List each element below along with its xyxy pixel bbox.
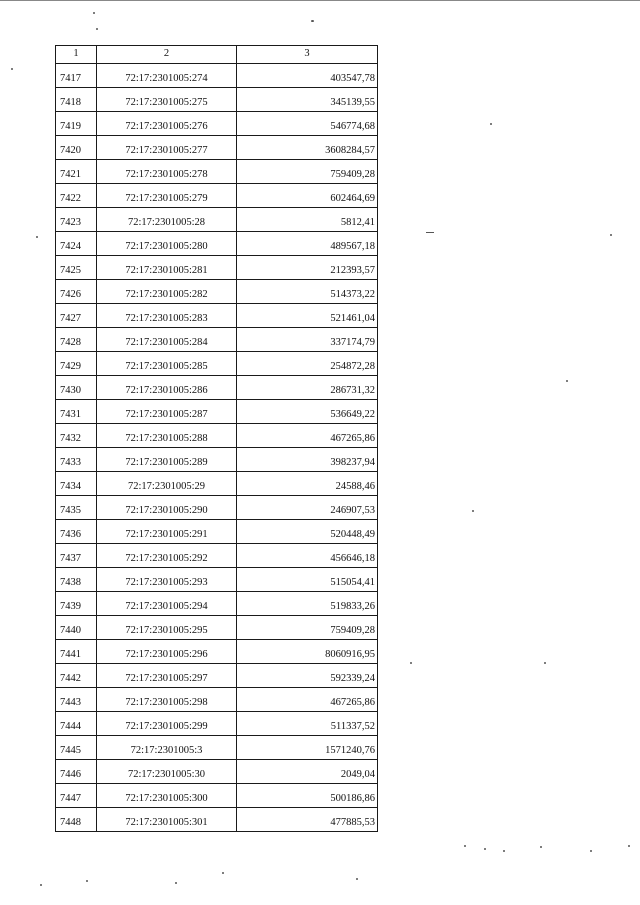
scan-speck: [610, 234, 612, 236]
row-number-cell: 7447: [56, 784, 97, 808]
row-number-cell: 7440: [56, 616, 97, 640]
cadastral-value-cell: 467265,86: [237, 688, 378, 712]
table-row: [56, 640, 378, 664]
scan-speck: [311, 20, 314, 22]
scan-speck: [36, 236, 38, 238]
cadastral-number-cell: 72:17:2301005:293: [97, 568, 237, 592]
row-number-cell: 7426: [56, 280, 97, 304]
table-row: [56, 376, 378, 400]
table-row: [56, 160, 378, 184]
cadastral-number-cell: 72:17:2301005:283: [97, 304, 237, 328]
cadastral-number-cell: 72:17:2301005:290: [97, 496, 237, 520]
row-number-cell: 7433: [56, 448, 97, 472]
row-number-cell: 7425: [56, 256, 97, 280]
table-row: [56, 64, 378, 88]
cadastral-number-cell: 72:17:2301005:3: [97, 736, 237, 760]
row-number-cell: 7436: [56, 520, 97, 544]
cadastral-value-cell: 345139,55: [237, 88, 378, 112]
cadastral-number-cell: 72:17:2301005:276: [97, 112, 237, 136]
row-number-cell: 7428: [56, 328, 97, 352]
cadastral-value-cell: 456646,18: [237, 544, 378, 568]
cadastral-value-cell: 602464,69: [237, 184, 378, 208]
table-row: [56, 736, 378, 760]
cadastral-value-cell: 500186,86: [237, 784, 378, 808]
cadastral-number-cell: 72:17:2301005:297: [97, 664, 237, 688]
scan-speck: [590, 850, 592, 852]
row-number-cell: 7430: [56, 376, 97, 400]
scan-speck: [464, 845, 466, 847]
scan-speck: [628, 845, 630, 847]
cadastral-value-cell: 759409,28: [237, 616, 378, 640]
cadastral-value-cell: 246907,53: [237, 496, 378, 520]
table-row: [56, 112, 378, 136]
scan-speck: [86, 880, 88, 882]
cadastral-value-cell: 489567,18: [237, 232, 378, 256]
row-number-cell: 7439: [56, 592, 97, 616]
cadastral-value-cell: 5812,41: [237, 208, 378, 232]
cadastral-value-cell: 511337,52: [237, 712, 378, 736]
scan-speck: [175, 882, 177, 884]
table-row: [56, 328, 378, 352]
scan-speck: [222, 872, 224, 874]
table-row: [56, 448, 378, 472]
table-row: [56, 544, 378, 568]
row-number-cell: 7421: [56, 160, 97, 184]
row-number-cell: 7434: [56, 472, 97, 496]
row-number-cell: 7445: [56, 736, 97, 760]
column-header-value: 3: [237, 46, 378, 64]
column-header-number: 1: [56, 46, 97, 64]
row-number-cell: 7423: [56, 208, 97, 232]
scan-speck: [503, 850, 505, 852]
row-number-cell: 7422: [56, 184, 97, 208]
row-number-cell: 7444: [56, 712, 97, 736]
cadastral-value-cell: 467265,86: [237, 424, 378, 448]
table-row: [56, 424, 378, 448]
row-number-cell: 7424: [56, 232, 97, 256]
table-row: [56, 256, 378, 280]
table-row: [56, 304, 378, 328]
cadastral-number-cell: 72:17:2301005:285: [97, 352, 237, 376]
row-number-cell: 7427: [56, 304, 97, 328]
table-row: [56, 400, 378, 424]
cadastral-number-cell: 72:17:2301005:281: [97, 256, 237, 280]
cadastral-value-cell: 212393,57: [237, 256, 378, 280]
cadastral-value-cell: 759409,28: [237, 160, 378, 184]
cadastral-value-cell: 3608284,57: [237, 136, 378, 160]
table-row: [56, 712, 378, 736]
row-number-cell: 7419: [56, 112, 97, 136]
cadastral-number-cell: 72:17:2301005:275: [97, 88, 237, 112]
cadastral-value-cell: 592339,24: [237, 664, 378, 688]
table-row: [56, 472, 378, 496]
scan-speck: [544, 662, 546, 664]
table-row: [56, 208, 378, 232]
row-number-cell: 7429: [56, 352, 97, 376]
cadastral-value-cell: 477885,53: [237, 808, 378, 832]
row-number-cell: 7437: [56, 544, 97, 568]
row-number-cell: 7442: [56, 664, 97, 688]
cadastral-value-table: [55, 45, 378, 832]
cadastral-number-cell: 72:17:2301005:28: [97, 208, 237, 232]
cadastral-value-cell: 337174,79: [237, 328, 378, 352]
scan-speck: [484, 848, 486, 850]
table-row: [56, 496, 378, 520]
cadastral-number-cell: 72:17:2301005:299: [97, 712, 237, 736]
cadastral-number-cell: 72:17:2301005:282: [97, 280, 237, 304]
table-row: [56, 568, 378, 592]
cadastral-value-cell: 546774,68: [237, 112, 378, 136]
cadastral-value-cell: 519833,26: [237, 592, 378, 616]
row-number-cell: 7448: [56, 808, 97, 832]
row-number-cell: 7417: [56, 64, 97, 88]
cadastral-number-cell: 72:17:2301005:289: [97, 448, 237, 472]
table-row: [56, 280, 378, 304]
table-header-row: [56, 46, 378, 64]
cadastral-number-cell: 72:17:2301005:280: [97, 232, 237, 256]
cadastral-value-cell: 286731,32: [237, 376, 378, 400]
table-row: [56, 184, 378, 208]
table-row: [56, 520, 378, 544]
scan-speck: [356, 878, 358, 880]
cadastral-number-cell: 72:17:2301005:296: [97, 640, 237, 664]
row-number-cell: 7435: [56, 496, 97, 520]
row-number-cell: 7420: [56, 136, 97, 160]
cadastral-value-cell: 24588,46: [237, 472, 378, 496]
cadastral-number-cell: 72:17:2301005:284: [97, 328, 237, 352]
cadastral-value-cell: 536649,22: [237, 400, 378, 424]
cadastral-number-cell: 72:17:2301005:278: [97, 160, 237, 184]
cadastral-value-cell: 514373,22: [237, 280, 378, 304]
row-number-cell: 7431: [56, 400, 97, 424]
table-row: [56, 88, 378, 112]
scan-top-edge: [0, 0, 640, 1]
cadastral-number-cell: 72:17:2301005:295: [97, 616, 237, 640]
cadastral-value-cell: 254872,28: [237, 352, 378, 376]
cadastral-value-cell: 8060916,95: [237, 640, 378, 664]
column-header-cadastral-number: 2: [97, 46, 237, 64]
row-number-cell: 7441: [56, 640, 97, 664]
cadastral-value-cell: 1571240,76: [237, 736, 378, 760]
cadastral-number-cell: 72:17:2301005:292: [97, 544, 237, 568]
cadastral-number-cell: 72:17:2301005:29: [97, 472, 237, 496]
cadastral-number-cell: 72:17:2301005:288: [97, 424, 237, 448]
scan-speck: [410, 662, 412, 664]
scan-speck: [93, 12, 95, 14]
cadastral-number-cell: 72:17:2301005:301: [97, 808, 237, 832]
table-row: [56, 232, 378, 256]
row-number-cell: 7446: [56, 760, 97, 784]
cadastral-number-cell: 72:17:2301005:300: [97, 784, 237, 808]
scan-speck: [11, 68, 13, 70]
cadastral-value-cell: 403547,78: [237, 64, 378, 88]
table-row: [56, 664, 378, 688]
scan-speck: [472, 510, 474, 512]
row-number-cell: 7438: [56, 568, 97, 592]
cadastral-number-cell: 72:17:2301005:298: [97, 688, 237, 712]
cadastral-number-cell: 72:17:2301005:286: [97, 376, 237, 400]
table-row: [56, 592, 378, 616]
cadastral-value-cell: 398237,94: [237, 448, 378, 472]
cadastral-value-cell: 515054,41: [237, 568, 378, 592]
cadastral-value-cell: 2049,04: [237, 760, 378, 784]
scan-speck: [40, 884, 42, 886]
scan-speck: [490, 123, 492, 125]
cadastral-number-cell: 72:17:2301005:291: [97, 520, 237, 544]
row-number-cell: 7418: [56, 88, 97, 112]
cadastral-number-cell: 72:17:2301005:274: [97, 64, 237, 88]
cadastral-number-cell: 72:17:2301005:279: [97, 184, 237, 208]
table-row: [56, 136, 378, 160]
table-row: [56, 688, 378, 712]
cadastral-number-cell: 72:17:2301005:287: [97, 400, 237, 424]
table-row: [56, 784, 378, 808]
table-row: [56, 352, 378, 376]
scan-speck: [540, 846, 542, 848]
row-number-cell: 7443: [56, 688, 97, 712]
cadastral-value-cell: 520448,49: [237, 520, 378, 544]
scan-speck: [96, 28, 98, 30]
row-number-cell: 7432: [56, 424, 97, 448]
scan-speck: [566, 380, 568, 382]
cadastral-number-cell: 72:17:2301005:294: [97, 592, 237, 616]
cadastral-number-cell: 72:17:2301005:30: [97, 760, 237, 784]
table-row: [56, 808, 378, 832]
table-body: [56, 64, 378, 832]
cadastral-number-cell: 72:17:2301005:277: [97, 136, 237, 160]
cadastral-value-cell: 521461,04: [237, 304, 378, 328]
scan-speck: [426, 232, 434, 233]
table-row: [56, 616, 378, 640]
table-row: [56, 760, 378, 784]
